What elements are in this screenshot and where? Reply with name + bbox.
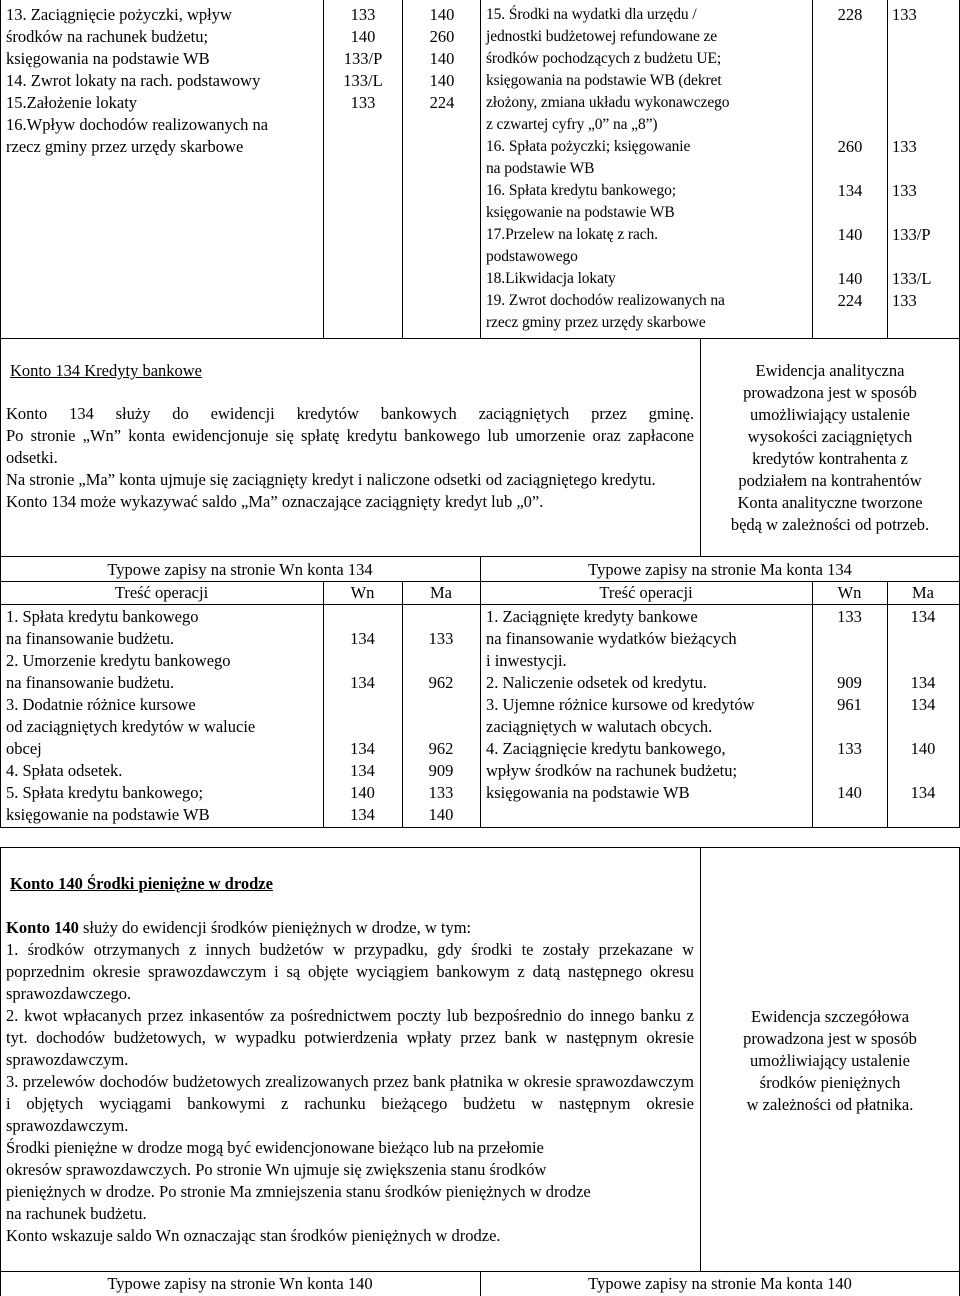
table-row <box>480 650 960 672</box>
column-header-ma: Ma <box>912 583 934 602</box>
table-row <box>480 782 960 804</box>
table-row <box>0 650 480 672</box>
table-cell-wn: 134 <box>350 629 375 648</box>
table-row <box>0 738 480 760</box>
table-cell-ma: 909 <box>428 761 454 780</box>
table-row <box>0 804 480 826</box>
table-cell-ma: 962 <box>428 673 454 692</box>
table-cell-operation: 1. Zaciągnięte kredyty bankowe <box>486 607 698 626</box>
table-cell-operation: obcej <box>6 739 42 758</box>
table-cell-ma: 134 <box>910 607 936 626</box>
table-cell-wn <box>323 694 402 716</box>
table-cell-ma: 133 <box>428 629 454 648</box>
top-right-operations: 15. Środki na wydatki dla urzędu / jednostki budżetowej refundowane ze środków pochodzących z budżetu UE; księgowania na podstawie WB (dekret złożony, zmiana układu wykonawczego z czwartej cyfry „0” na „8”) 16. Spłata pożyczki; księgowanie na podstawie WB 16. Spłata kredytu bankowego; księgowanie na podstawie WB 17.Przelew na lokatę z rach. podstawowego 18.Likwidacja lokaty 19. Zwrot dochodów realizowanych na rzecz gminy przez urzędy skarbowe <box>486 6 730 331</box>
table-cell-operation: 1. Spłata kredytu bankowego <box>6 607 199 626</box>
column-header-wn: Wn <box>350 583 375 602</box>
table-cell-operation: wpływ środków na rachunek budżetu; <box>486 761 738 780</box>
table-cell-wn: 134 <box>350 761 375 780</box>
table-row <box>0 628 480 650</box>
table-row <box>0 782 480 804</box>
table-134-ma-rows <box>480 606 960 826</box>
table-cell-ma: 134 <box>910 673 936 692</box>
table-cell-operation: zaciągniętych w walutach obcych. <box>486 717 713 736</box>
table-134-ma-heading: Typowe zapisy na stronie Ma konta 134 <box>588 560 852 579</box>
top-right-ma-column: 133 133 133 133/P 133/L 133 <box>892 5 932 310</box>
table-cell-wn <box>812 804 887 826</box>
table-cell-wn: 133 <box>837 607 862 626</box>
table-cell-wn <box>323 606 402 628</box>
table-cell-ma <box>887 650 959 672</box>
konto-134-description <box>6 403 694 513</box>
table-cell-wn <box>812 716 887 738</box>
table-cell-operation: księgowanie na podstawie WB <box>6 805 210 824</box>
table-cell-operation: i inwestycji. <box>486 651 567 670</box>
table-cell-wn: 134 <box>350 673 375 692</box>
konto-140-item: 3. przelewów dochodów budżetowych zrealizowanych przez bank płatnika w okresie sprawozdawczym i objętych wyciągami bankowymi z rachunku bieżącego budżetu w następnym okresie sprawozdawczym. <box>6 1072 694 1135</box>
konto-140-analytics-note: Ewidencja szczegółowa prowadzona jest w sposób umożliwiający ustalenie środków pieniężnych w zależności od płatnika. <box>743 1007 917 1114</box>
table-cell-wn: 134 <box>350 739 375 758</box>
table-cell-operation: na finansowanie budżetu. <box>6 629 175 648</box>
table-134-wn-rows <box>0 606 480 826</box>
table-row <box>0 760 480 782</box>
table-cell-operation: 2. Umorzenie kredytu bankowego <box>6 651 231 670</box>
table-cell-wn: 909 <box>837 673 862 692</box>
table-row <box>480 694 960 716</box>
table-row <box>480 716 960 738</box>
table-cell-ma: 140 <box>428 805 454 824</box>
konto-140-title: Konto 140 Środki pieniężne w drodze <box>10 874 273 893</box>
table-cell-ma <box>402 716 480 738</box>
table-cell-wn <box>812 760 887 782</box>
table-cell-operation: 2. Naliczenie odsetek od kredytu. <box>486 673 707 692</box>
table-140-ma-heading: Typowe zapisy na stronie Ma konta 140 <box>588 1274 852 1293</box>
column-header-wn: Wn <box>837 583 862 602</box>
table-cell-wn: 140 <box>350 783 375 802</box>
table-row <box>480 804 960 826</box>
table-row <box>480 628 960 650</box>
table-cell-operation <box>480 804 812 826</box>
table-cell-wn: 961 <box>837 695 862 714</box>
table-cell-operation: na finansowanie budżetu. <box>6 673 175 692</box>
konto-134-analytics-note: Ewidencja analityczna prowadzona jest w sposób umożliwiający ustalenie wysokości zaciągniętych kredytów kontrahenta z podziałem na kontrahentów Konta analityczne tworzone będą w zależności od potrzeb. <box>730 361 930 534</box>
table-cell-wn: 134 <box>350 805 375 824</box>
column-header-operation: Treść operacji <box>599 583 693 602</box>
konto-140-item: 2. kwot wpłacanych przez inkasentów za pośrednictwem poczty lub bezpośrednio do innego banku z tyt. dochodów budżetowych, w wypadku potwierdzenia wpłaty przez bank w następnym okresie sprawozdawczym. <box>6 1006 694 1069</box>
table-cell-ma <box>887 716 959 738</box>
konto-134-paragraph: Konto 134 służy do ewidencji kredytów bankowych zaciągniętych przez gminę. <box>6 404 694 423</box>
table-row <box>480 672 960 694</box>
top-left-ma-column: 140 260 140 140 224 <box>429 5 455 112</box>
table-cell-operation: 5. Spłata kredytu bankowego; <box>6 783 204 802</box>
table-cell-ma <box>887 628 959 650</box>
table-cell-wn <box>323 716 402 738</box>
table-cell-operation: 3. Dodatnie różnice kursowe <box>6 695 196 714</box>
table-cell-ma: 133 <box>428 783 454 802</box>
table-row <box>0 694 480 716</box>
table-cell-ma <box>887 804 959 826</box>
konto-134-paragraph: Na stronie „Ma” konta ujmuje się zaciągnięty kredyt i naliczone odsetki od zaciągniętego kredytu. <box>6 470 656 489</box>
top-left-operations: 13. Zaciągnięcie pożyczki, wpływ środków na rachunek budżetu; księgowania na podstawie WB 14. Zwrot lokaty na rach. podstawowy 15.Założenie lokaty 16.Wpływ dochodów realizowanych na rzecz gminy przez urzędy skarbowe <box>6 5 269 156</box>
konto-140-intro: Konto 140 służy do ewidencji środków pieniężnych w drodze, w tym: <box>6 918 472 937</box>
top-right-wn-column: 228 260 134 140 140 224 <box>837 5 863 310</box>
table-cell-operation: na finansowanie wydatków bieżących <box>486 629 737 648</box>
table-cell-wn: 140 <box>837 783 862 802</box>
konto-140-description: Konto 140 służy do ewidencji środków pieniężnych w drodze, w tym: 1. środków otrzymanych z innych budżetów w przypadku, gdy środki te zostały przekazane w poprzednim okresie sprawozdawczym i są objęte wyciągiem bankowym z datą następnego okresu sprawozdawczego. 2. kwot wpłacanych przez inkasentów za pośrednictwem poczty lub bezpośrednio do innego banku z tyt. dochodów budżetowych, w wypadku potwierdzenia wpłaty przez bank w następnym okresie sprawozdawczym. 3. przelewów dochodów budżetowych zrealizowanych przez bank płatnika w okresie sprawozdawczym i objętych wyciągami bankowymi z rachunku bieżącego budżetu w następnym okresie sprawozdawczym. Środki pieniężne w drodze mogą być ewidencjonowane bieżąco lub na przełomie okresów sprawozdawczych. Po stronie Wn ujmuje się zwiększenia stanu środków pieniężnych w drodze. Po stronie Ma zmniejszenia stanu środków pieniężnych w drodze na rachunek budżetu. Konto wskazuje saldo Wn oznaczając stan środków pieniężnych w drodze. <box>6 918 694 1245</box>
konto-140-item: 1. środków otrzymanych z innych budżetów w przypadku, gdy środki te zostały przekazane w poprzednim okresie sprawozdawczym i są objęte wyciągiem bankowym z datą następnego okresu sprawozdawczego. <box>6 940 694 1003</box>
table-row <box>480 738 960 760</box>
table-cell-wn <box>812 628 887 650</box>
table-row <box>0 716 480 738</box>
table-cell-ma: 134 <box>910 783 936 802</box>
table-row <box>0 672 480 694</box>
konto-134-title: Konto 134 Kredyty bankowe <box>10 361 203 380</box>
table-cell-ma <box>402 650 480 672</box>
table-cell-ma <box>402 694 480 716</box>
table-cell-ma: 134 <box>910 695 936 714</box>
table-cell-wn: 133 <box>837 739 862 758</box>
table-cell-operation: 4. Zaciągnięcie kredytu bankowego, <box>486 739 726 758</box>
table-cell-wn <box>812 650 887 672</box>
table-cell-ma: 140 <box>910 739 936 758</box>
top-left-wn-column: 133 140 133/P 133/L 133 <box>343 5 383 112</box>
table-row <box>480 606 960 628</box>
konto-134-paragraph: Konto 134 może wykazywać saldo „Ma” oznaczające zaciągnięty kredyt lub „0”. <box>6 492 544 511</box>
table-cell-operation: 4. Spłata odsetek. <box>6 761 123 780</box>
table-cell-operation: księgowania na podstawie WB <box>486 783 690 802</box>
table-cell-ma: 962 <box>428 739 454 758</box>
table-cell-ma <box>402 606 480 628</box>
column-header-operation: Treść operacji <box>114 583 209 602</box>
table-cell-wn <box>323 650 402 672</box>
table-cell-operation: od zaciągniętych kredytów w walucie <box>6 717 256 736</box>
table-row <box>0 606 480 628</box>
table-cell-operation: 3. Ujemne różnice kursowe od kredytów <box>486 695 755 714</box>
table-cell-ma <box>887 760 959 782</box>
column-header-ma: Ma <box>430 583 452 602</box>
table-row <box>480 760 960 782</box>
table-134-wn-heading: Typowe zapisy na stronie Wn konta 134 <box>107 560 373 579</box>
table-140-wn-heading: Typowe zapisy na stronie Wn konta 140 <box>107 1274 373 1293</box>
konto-134-paragraph: Po stronie „Wn” konta ewidencjonuje się spłatę kredytu bankowego lub umorzenie oraz zapłacone odsetki. <box>6 426 694 467</box>
